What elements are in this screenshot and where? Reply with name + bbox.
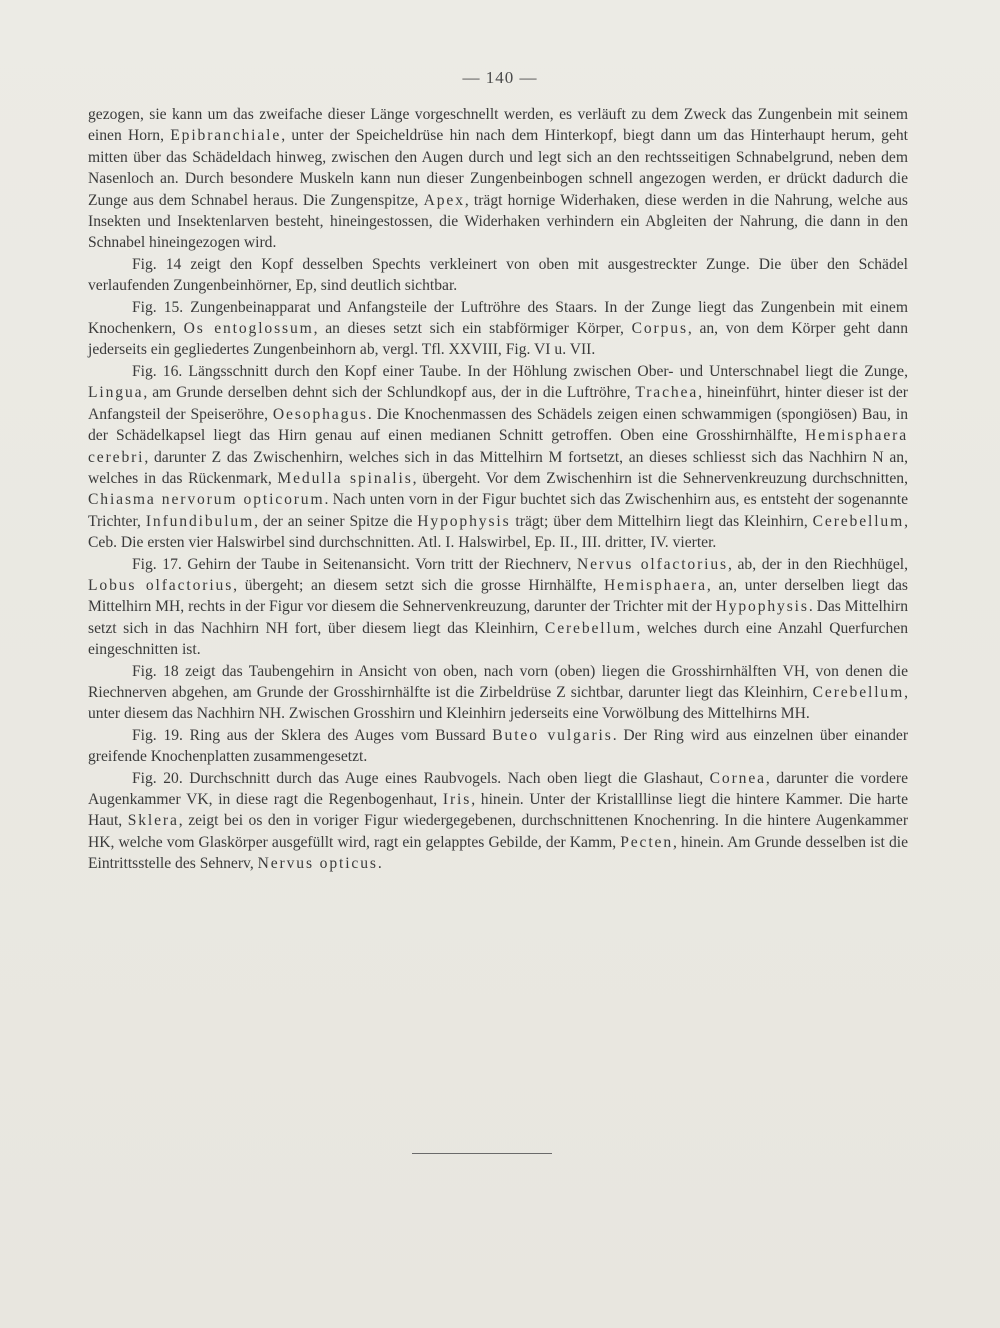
text-segment: , hinein. Am Grunde desselben ist die Eintrittsstelle des Sehnerv, — [88, 833, 908, 873]
spaced-term: Infundibulum — [145, 512, 255, 530]
spaced-term: Apex — [423, 191, 465, 209]
text-segment: , darunter Z das Zwischenhirn, welches sich in das Mittelhirn M fortsetzt, an dieses schliesst sich das Nachhirn N an, welches in das Rückenmark, — [88, 448, 908, 487]
text-segment: . Das Mittelhirn setzt sich in das Nachhirn NH fort, über diesem liegt das Kleinhirn, — [88, 598, 909, 637]
text-segment: . Nach unten vorn in der Figur buchtet sich das Zwischenhirn aus, es entsteht der sogenannte Trichter, — [88, 491, 908, 530]
paragraph — [88, 554, 908, 661]
text-segment: gezogen, sie kann um das zweifache dieser Länge vorgeschnellt werden, es verläuft zu dem Zweck das Zungenbein mit seinem einen Horn, — [88, 106, 908, 145]
end-rule — [412, 1153, 552, 1154]
text-segment: , Ceb. Die ersten vier Halswirbel sind durchschnitten. Atl. I. Halswirbel, Ep. II., III. dritter, IV. vierter. — [88, 512, 908, 552]
spaced-term: Hypophysis — [715, 598, 809, 616]
text-segment: trägt; über dem Mittelhirn liegt das Kleinhirn, — [510, 512, 813, 530]
text-segment: , an, von dem Körper geht dann jederseits ein gegliedertes Zungenbeinhorn ab, vergl. Tfl. XXVIII, Fig. VI u. VII. — [88, 320, 908, 359]
text-segment: Fig. 20. Durchschnitt durch das Auge eines Raubvogels. Nach oben liegt die Glashaut, — [132, 769, 710, 787]
body-text — [88, 104, 908, 875]
text-segment: , der an seiner Spitze die — [254, 512, 418, 530]
spaced-term: Pecten — [620, 833, 674, 851]
spaced-term: Os entoglossum — [183, 320, 314, 338]
spaced-term: Buteo vulgaris — [492, 726, 613, 744]
spaced-term: Trachea — [635, 384, 699, 402]
text-segment: , übergeht; an diesem setzt sich die grosse Hirnhälfte, — [233, 576, 605, 594]
text-segment: , hinein. Unter der Kristalllinse liegt die hintere Kammer. Die harte Haut, — [88, 791, 908, 830]
paragraph — [88, 361, 908, 554]
text-segment: . — [377, 855, 382, 873]
spaced-term: Cerebellum — [544, 619, 637, 637]
text-segment: , hineinführt, hinter dieser ist der Anfangsteil der Speiseröhre, — [88, 384, 909, 423]
text-segment: Fig. 17. Gehirn der Taube in Seitenansicht. Vorn tritt der Riechnerv, — [132, 555, 577, 573]
text-segment: , unter diesem das Nachhirn NH. Zwischen Grosshirn und Kleinhirn jederseits eine Vorwölbung des Mittelhirns MH. — [88, 683, 908, 723]
spaced-term: Epibranchiale — [170, 127, 282, 145]
text-segment: Fig. 15. Zungenbeinapparat und Anfangsteile der Luftröhre des Staars. In der Zunge liegt das Zungenbein mit einem Knochenkern, — [88, 298, 908, 338]
paragraph — [88, 768, 908, 875]
text-segment: , darunter die vordere Augenkammer VK, in diese ragt die Regenbogenhaut, — [88, 769, 908, 808]
text-segment: , an dieses setzt sich ein stabförmiger Körper, — [313, 320, 632, 338]
text-segment: Fig. 16. Längsschnitt durch den Kopf einer Taube. In der Höhlung zwischen Ober- und Unterschnabel liegt die Zunge, — [132, 362, 908, 380]
spaced-term: Corpus — [631, 320, 688, 338]
paragraph — [88, 725, 908, 768]
spaced-term: Medulla spinalis — [277, 469, 413, 487]
text-segment: , an, unter derselben liegt das Mittelhirn MH, rechts in der Figur vor diesem die Sehnervenkreuzung, darunter der Trichter mit der — [88, 576, 908, 616]
spaced-term: Hemisphaera cerebri — [88, 427, 908, 466]
paragraph — [88, 104, 908, 254]
spaced-term: Cerebellum — [812, 512, 905, 530]
text-segment: , welches durch eine Anzahl Querfurchen eingeschnitten ist. — [88, 619, 908, 659]
text-segment: , unter der Speicheldrüse hin nach dem Hinterkopf, biegt dann um das Hinterhaupt herum, geht mitten über das Schädeldach hinweg, zwischen den Augen durch und legt sich an den rechtsseitigen Schnabelgrund, neben dem Nasenloch an. Durch besondere Muskeln kann nun dieser Zungenbeinbogen schnell angezogen werden, er drückt dadurch die Zunge aus dem Schnabel heraus. Die Zungenspitze, — [88, 127, 908, 209]
spaced-term: Nervus olfactorius — [576, 555, 728, 573]
spaced-term: Sklera — [127, 812, 179, 830]
spaced-term: Chiasma nervorum opticorum — [88, 491, 325, 509]
text-segment: . Die Knochenmassen des Schädels zeigen einen schwammigen (spongiösen) Bau, in der Schädelkapsel liegt das Hirn genau auf einen medianen Schnitt getroffen. Oben eine Grosshirnhälfte, — [88, 405, 908, 445]
text-segment: Fig. 14 zeigt den Kopf desselben Spechts verkleinert von oben mit ausgestreckter Zunge. Die über den Schädel verlaufenden Zungenbeinhörner, Ep, sind deutlich sichtbar. — [88, 255, 908, 295]
spaced-term: Lobus olfactorius — [88, 576, 234, 594]
text-segment: , trägt hornige Widerhaken, diese werden in die Nahrung, welche aus Insekten und Insektenlarven besteht, hineingestossen, die Widerhaken verhindern ein Abgleiten der Nahrung, die dann in den Schnabel hineingezogen wird. — [88, 191, 909, 252]
spaced-term: Cerebellum — [812, 683, 905, 701]
spaced-term: Lingua — [88, 384, 144, 402]
spaced-term: Oesophagus — [272, 405, 368, 423]
text-segment: , übergeht. Vor dem Zwischenhirn ist die Sehnervenkreuzung durchschnitten, — [412, 469, 908, 487]
spaced-term: Hypophysis — [417, 512, 511, 530]
paragraph — [88, 661, 908, 725]
spaced-term: Cornea — [709, 769, 766, 787]
paragraph — [88, 297, 908, 361]
text-segment: , zeigt bei os den in voriger Figur wiedergegebenen, durchschnittenen Knochenring. In die hintere Augenkammer HK, welche vom Glaskörper ausgefüllt wird, ragt ein gelapptes Gebilde, der Kamm, — [88, 812, 909, 851]
text-segment: , ab, der in den Riechhügel, — [727, 555, 908, 573]
spaced-term: Hemisphaera — [604, 576, 707, 594]
page-number: — 140 — — [462, 68, 538, 87]
text-segment: . Der Ring wird aus einzelnen über einander greifende Knochenplatten zusammengesetzt. — [88, 726, 909, 766]
text-segment: Fig. 19. Ring aus der Sklera des Auges vom Bussard — [132, 726, 493, 744]
paragraph — [88, 254, 908, 297]
text-segment: , am Grunde derselben dehnt sich der Schlundkopf aus, der in die Luftröhre, — [143, 384, 636, 402]
text-segment: Fig. 18 zeigt das Taubengehirn in Ansicht von oben, nach vorn (oben) liegen die Grosshirnhälften VH, von denen die Riechnerven abgehen, am Grunde der Grosshirnhälfte ist die Zirbeldrüse Z sichtbar, darunter liegt das Kleinhirn, — [88, 662, 908, 701]
spaced-term: Nervus opticus — [257, 855, 378, 873]
spaced-term: Iris — [442, 791, 472, 808]
